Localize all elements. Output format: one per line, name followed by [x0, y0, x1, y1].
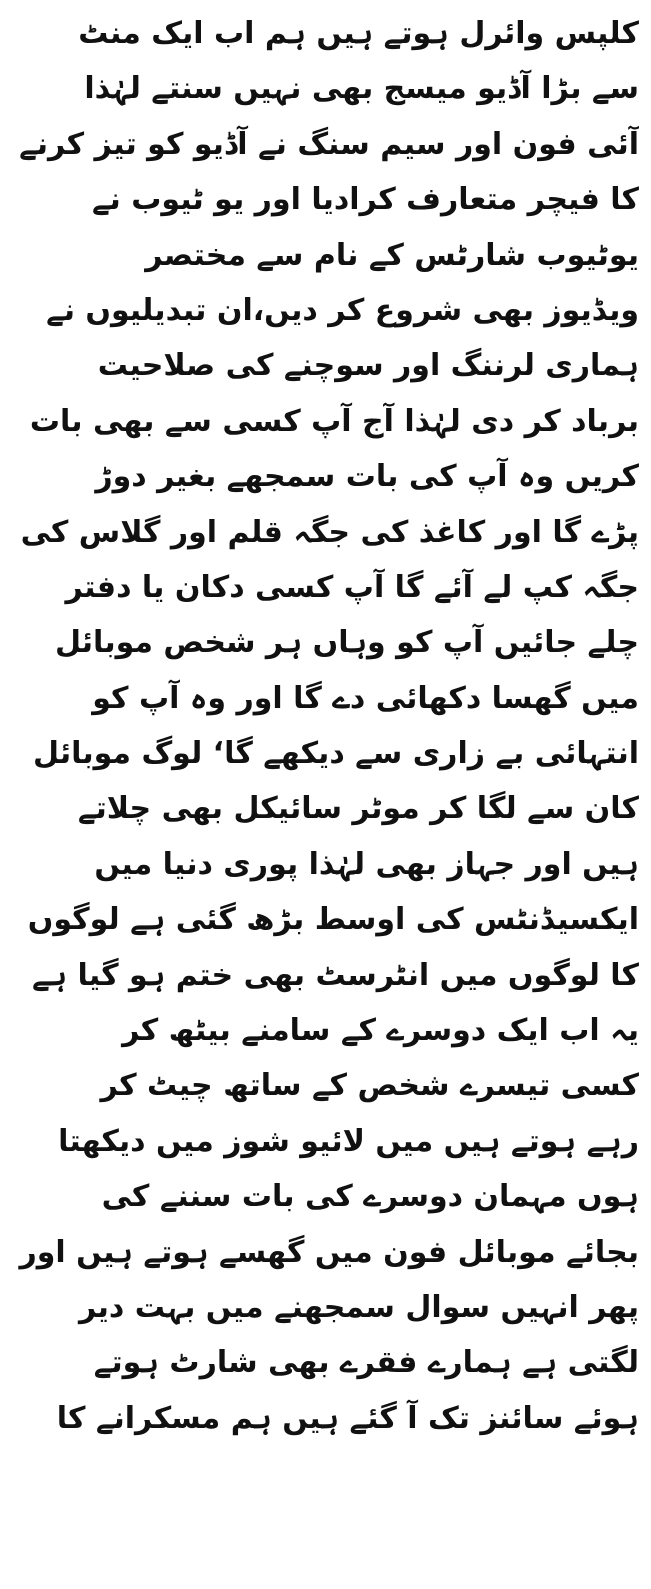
text-line: چلے جائیں آپ کو وہاں ہر شخص موبائل — [55, 625, 639, 661]
text-line: ہیں اور جہاز بھی لہٰذا پوری دنیا میں — [94, 846, 639, 882]
text-line: آئی فون اور سیم سنگ نے آڈیو کو تیز کرنے — [19, 126, 639, 162]
text-line: ہوں مہمان دوسرے کی بات سننے کی — [101, 1179, 639, 1215]
text-line: میں گھسا دکھائی دے گا اور وہ آپ کو — [92, 680, 639, 716]
text-line: برباد کر دی لہٰذا آج آپ کسی سے بھی بات — [29, 403, 639, 439]
text-line: بجائے موبائل فون میں گھسے ہوتے ہیں اور — [19, 1234, 639, 1270]
text-line: لگتی ہے ہمارے فقرے بھی شارٹ ہوتے — [93, 1345, 639, 1381]
text-line: ہوئے سائنز تک آ گئے ہیں ہم مسکرانے کا — [56, 1400, 639, 1436]
text-line: رہے ہوتے ہیں میں لائیو شوز میں دیکھتا — [58, 1123, 639, 1159]
text-line: کسی تیسرے شخص کے ساتھ چیٹ کر — [100, 1068, 639, 1104]
text-line: کان سے لگا کر موٹر سائیکل بھی چلاتے — [77, 791, 639, 827]
text-line: انتہائی بے زاری سے دیکھے گا‘ لوگ موبائل — [33, 736, 639, 772]
text-line: پھر انہیں سوال سمجھنے میں بہت دیر — [79, 1289, 639, 1325]
text-line: کلپس وائرل ہوتے ہیں ہم اب ایک منٹ — [78, 16, 639, 51]
article-text — [10, 6, 639, 1446]
text-line: پڑے گا اور کاغذ کی جگہ قلم اور گلاس کی — [20, 514, 639, 550]
text-line: یوٹیوب شارٹس کے نام سے مختصر — [145, 237, 639, 273]
text-line: کا فیچر متعارف کرادیا اور یو ٹیوب نے — [91, 182, 639, 218]
text-line: کا لوگوں میں انٹرسٹ بھی ختم ہو گیا ہے — [31, 957, 639, 993]
text-line: سے بڑا آڈیو میسج بھی نہیں سنتے لہٰذا — [84, 71, 639, 107]
text-line: جگہ کپ لے آئے گا آپ کسی دکان یا دفتر — [65, 569, 639, 605]
text-line: کریں وہ آپ کی بات سمجھے بغیر دوڑ — [95, 459, 639, 495]
text-line: ویڈیوز بھی شروع کر دیں،ان تبدیلیوں نے — [46, 292, 639, 328]
text-line: یہ اب ایک دوسرے کے سامنے بیٹھ کر — [122, 1013, 639, 1049]
text-line: ایکسیڈنٹس کی اوسط بڑھ گئی ہے لوگوں — [27, 902, 639, 938]
text-line: ہماری لرننگ اور سوچنے کی صلاحیت — [97, 348, 639, 384]
